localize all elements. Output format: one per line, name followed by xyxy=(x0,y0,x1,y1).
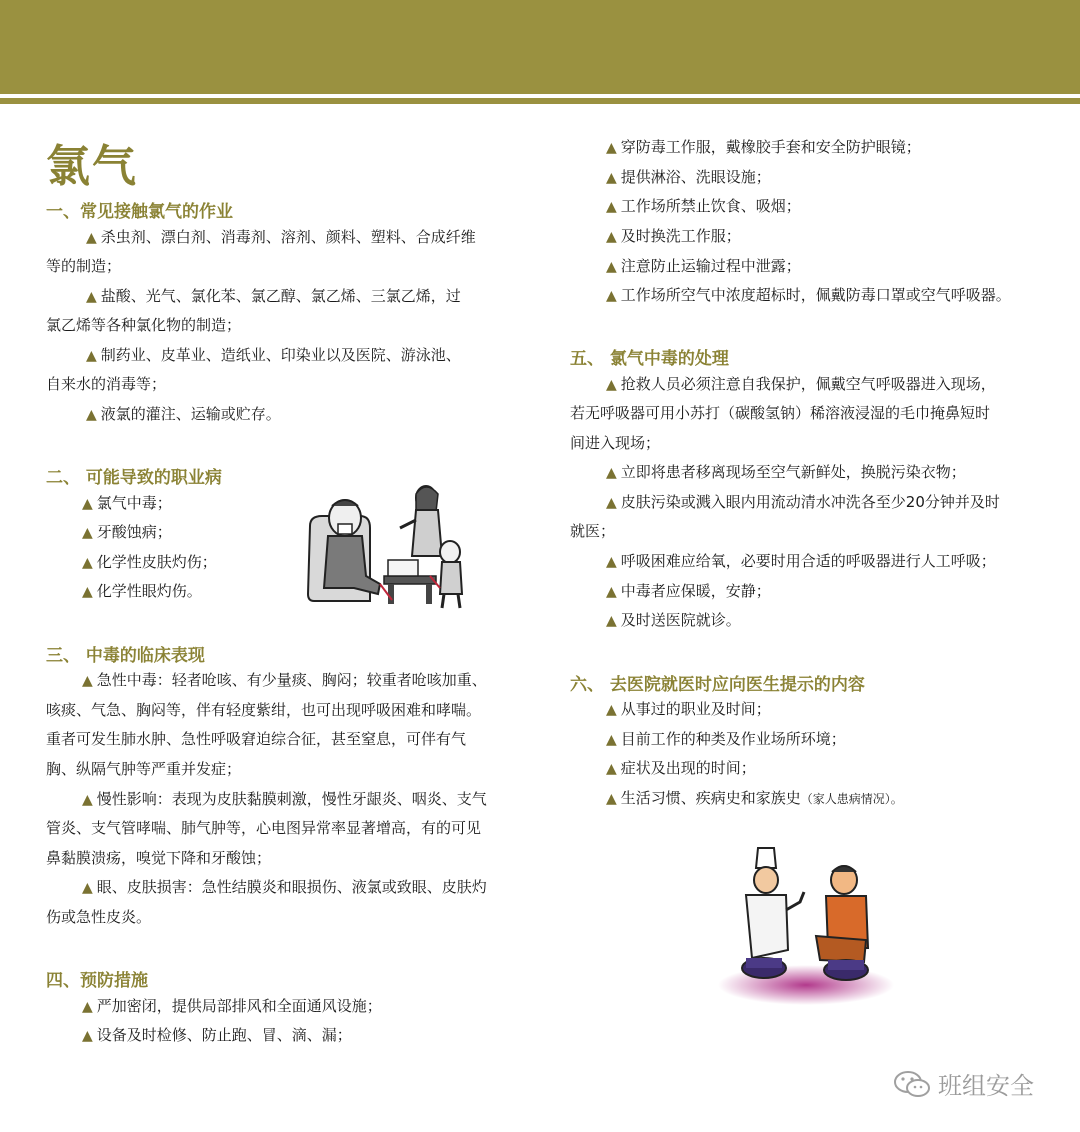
wechat-logo-icon xyxy=(892,1064,932,1104)
list-item-continuation: 重者可发生肺水肿、急性呼吸窘迫综合征，甚至窒息，可伴有气 xyxy=(46,730,467,748)
list-item-continuation: 就医； xyxy=(570,522,616,540)
triangle-bullet-icon: ▲ xyxy=(606,554,617,570)
list-item-continuation: 伤或急性皮炎。 xyxy=(46,908,152,926)
section-heading: 二、 可能导致的职业病 xyxy=(46,468,222,488)
triangle-bullet-icon: ▲ xyxy=(86,230,97,246)
list-item: ▲ 呼吸困难应给氧，必要时用合适的呼吸器进行人工呼吸； xyxy=(606,552,996,570)
list-item: ▲ 立即将患者移离现场至空气新鲜处，换脱污染衣物； xyxy=(606,463,966,481)
triangle-bullet-icon: ▲ xyxy=(606,465,617,481)
section-heading: 六、 去医院就医时应向医生提示的内容 xyxy=(570,675,865,695)
triangle-bullet-icon: ▲ xyxy=(606,495,617,511)
list-item: ▲ 严加密闭，提供局部排风和全面通风设施； xyxy=(82,997,382,1015)
triangle-bullet-icon: ▲ xyxy=(606,732,617,748)
triangle-bullet-icon: ▲ xyxy=(82,555,93,571)
triangle-bullet-icon: ▲ xyxy=(606,791,617,807)
list-item-continuation: 胸、纵隔气肿等严重并发症； xyxy=(46,760,242,778)
list-item: ▲ 提供淋浴、洗眼设施； xyxy=(606,168,771,186)
triangle-bullet-icon: ▲ xyxy=(86,348,97,364)
section-heading: 一、常见接触氯气的作业 xyxy=(46,202,233,222)
section-heading: 四、预防措施 xyxy=(46,971,148,991)
triangle-bullet-icon: ▲ xyxy=(606,288,617,304)
list-item: ▲ 皮肤污染或溅入眼内用流动清水冲洗各至少20分钟并及时 xyxy=(606,493,1000,511)
list-item: ▲ 慢性影响：表现为皮肤黏膜刺激，慢性牙龈炎、咽炎、支气 xyxy=(82,790,487,808)
triangle-bullet-icon: ▲ xyxy=(606,702,617,718)
list-item: ▲ 化学性皮肤灼伤； xyxy=(82,553,217,571)
list-item: ▲ 制药业、皮革业、造纸业、印染业以及医院、游泳池、 xyxy=(86,346,461,364)
triangle-bullet-icon: ▲ xyxy=(82,673,93,689)
triangle-bullet-icon: ▲ xyxy=(606,377,617,393)
header-stripe xyxy=(0,98,1080,104)
list-item: ▲ 生活习惯、疾病史和家族史（家人患病情况）。 xyxy=(606,789,903,807)
triangle-bullet-icon: ▲ xyxy=(82,999,93,1015)
triangle-bullet-icon: ▲ xyxy=(606,761,617,777)
triangle-bullet-icon: ▲ xyxy=(86,407,97,423)
patient-family-illustration xyxy=(300,476,480,616)
list-item: ▲ 牙酸蚀病； xyxy=(82,523,172,541)
list-item: ▲ 目前工作的种类及作业场所环境； xyxy=(606,730,846,748)
section-heading: 五、 氯气中毒的处理 xyxy=(570,349,729,369)
list-item-continuation: 咳痰、气急、胸闷等，伴有轻度紫绀，也可出现呼吸困难和哮喘。 xyxy=(46,701,482,719)
triangle-bullet-icon: ▲ xyxy=(606,170,617,186)
triangle-bullet-icon: ▲ xyxy=(606,259,617,275)
list-item: ▲ 盐酸、光气、氯化苯、氯乙醇、氯乙烯、三氯乙烯，过 xyxy=(86,287,461,305)
list-item: ▲ 注意防止运输过程中泄露； xyxy=(606,257,801,275)
triangle-bullet-icon: ▲ xyxy=(82,792,93,808)
list-item-continuation: 等的制造； xyxy=(46,257,122,275)
triangle-bullet-icon: ▲ xyxy=(82,584,93,600)
list-item: ▲ 设备及时检修、防止跑、冒、滴、漏； xyxy=(82,1026,352,1044)
list-item: ▲ 工作场所空气中浓度超标时，佩戴防毒口罩或空气呼吸器。 xyxy=(606,286,1011,304)
list-item: ▲ 液氯的灌注、运输或贮存。 xyxy=(86,405,281,423)
list-item: ▲ 杀虫剂、漂白剂、消毒剂、溶剂、颜料、塑料、合成纤维 xyxy=(86,228,476,246)
list-item: ▲ 中毒者应保暖，安静； xyxy=(606,582,771,600)
list-item-continuation: 管炎、支气管哮喘、肺气肿等，心电图异常率显著增高，有的可见 xyxy=(46,819,482,837)
triangle-bullet-icon: ▲ xyxy=(82,1028,93,1044)
triangle-bullet-icon: ▲ xyxy=(82,880,93,896)
triangle-bullet-icon: ▲ xyxy=(606,229,617,245)
triangle-bullet-icon: ▲ xyxy=(86,289,97,305)
page-title: 氯气 xyxy=(46,141,138,192)
list-item: ▲ 急性中毒：轻者呛咳、有少量痰、胸闷；较重者呛咳加重、 xyxy=(82,671,487,689)
triangle-bullet-icon: ▲ xyxy=(606,199,617,215)
doctor-patient-illustration xyxy=(716,840,896,1005)
triangle-bullet-icon: ▲ xyxy=(82,525,93,541)
list-item: ▲ 穿防毒工作服，戴橡胶手套和安全防护眼镜； xyxy=(606,138,921,156)
list-item-continuation: 氯乙烯等各种氯化物的制造； xyxy=(46,316,242,334)
section-heading: 三、 中毒的临床表现 xyxy=(46,646,205,666)
list-item: ▲ 工作场所禁止饮食、吸烟； xyxy=(606,197,801,215)
triangle-bullet-icon: ▲ xyxy=(82,496,93,512)
list-item: ▲ 及时送医院就诊。 xyxy=(606,611,741,629)
list-item-continuation: 若无呼吸器可用小苏打（碳酸氢钠）稀溶液浸湿的毛巾掩鼻短时 xyxy=(570,404,991,422)
list-item-continuation: 鼻黏膜溃疡，嗅觉下降和牙酸蚀； xyxy=(46,849,272,867)
list-item: ▲ 症状及出现的时间； xyxy=(606,759,756,777)
list-item: ▲ 化学性眼灼伤。 xyxy=(82,582,202,600)
list-item: ▲ 氯气中毒； xyxy=(82,494,172,512)
list-item: ▲ 抢救人员必须注意自我保护，佩戴空气呼吸器进入现场， xyxy=(606,375,996,393)
watermark-text: 班组安全 xyxy=(938,1072,1034,1100)
triangle-bullet-icon: ▲ xyxy=(606,613,617,629)
list-item-continuation: 间进入现场； xyxy=(570,434,661,452)
list-item-continuation: 自来水的消毒等； xyxy=(46,375,167,393)
list-item: ▲ 及时换洗工作服； xyxy=(606,227,741,245)
list-item: ▲ 从事过的职业及时间； xyxy=(606,700,771,718)
list-item: ▲ 眼、皮肤损害：急性结膜炎和眼损伤、液氯或致眼、皮肤灼 xyxy=(82,878,487,896)
triangle-bullet-icon: ▲ xyxy=(606,584,617,600)
header-band xyxy=(0,0,1080,94)
triangle-bullet-icon: ▲ xyxy=(606,140,617,156)
